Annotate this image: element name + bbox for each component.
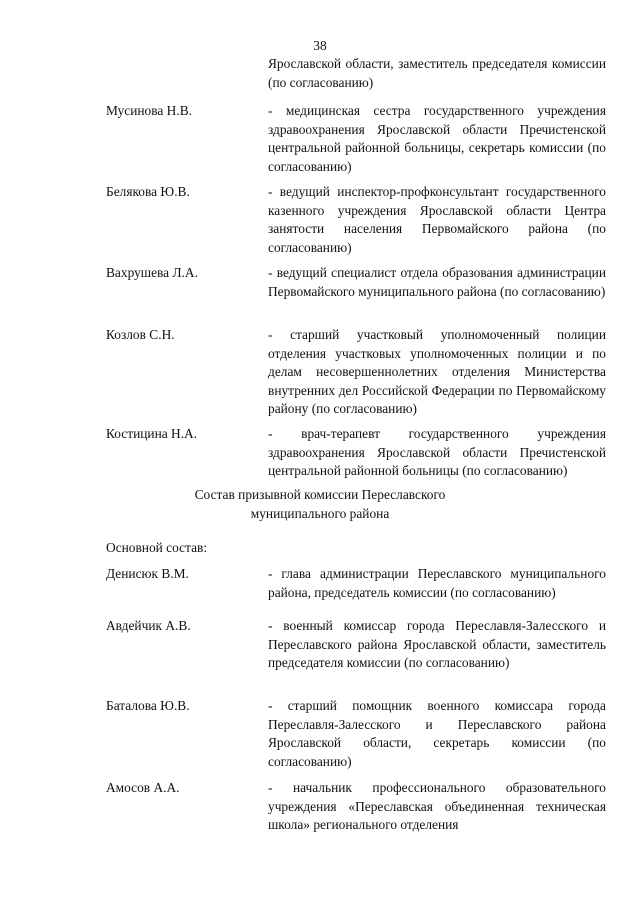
section-title: муниципального района xyxy=(250,506,390,521)
member-name: Мусинова Н.В. xyxy=(106,103,192,118)
member-description: - начальник профессионального образовательного учреждения «Переславская объединенная техническая школа» регионального отделения xyxy=(268,780,606,833)
member-name: Белякова Ю.В. xyxy=(106,184,190,199)
member-description: - глава администрации Переславского муниципального района, председатель комиссии (по согласованию) xyxy=(268,566,606,600)
page-number: 38 xyxy=(313,38,327,53)
member-description: - военный комиссар города Переславля-Залесского и Переславского района Ярославской области, заместитель председателя комиссии (по согласованию) xyxy=(268,618,606,671)
member-description: - ведущий специалист отдела образования администрации Первомайского муниципального района (по согласованию) xyxy=(268,265,606,299)
member-name: Козлов С.Н. xyxy=(106,327,175,342)
member-description: - старший участковый уполномоченный полиции отделения участковых уполномоченных полиции и по делам несовершеннолетних отделения Министерства внутренних дел Российской Федерации по Первомайскому району (по согласованию) xyxy=(268,327,606,417)
member-name: Авдейчик А.В. xyxy=(106,618,191,633)
section-title: Состав призывной комиссии Переславского xyxy=(194,487,446,502)
member-description: - врач-терапевт государственного учреждения здравоохранения Ярославской области Пречистенской центральной районной больницы (по согласованию) xyxy=(268,426,606,479)
member-name: Костицина Н.А. xyxy=(106,426,198,441)
member-name: Вахрушева Л.А. xyxy=(106,265,198,280)
member-description: Ярославской области, заместитель председателя комиссии (по согласованию) xyxy=(268,56,606,90)
member-description: - ведущий инспектор-профконсультант государственного казенного учреждения Ярославской области Центра занятости населения Первомайского района (по согласованию) xyxy=(268,184,606,255)
member-name: Амосов А.А. xyxy=(106,780,180,795)
member-description: - старший помощник военного комиссара города Переславля-Залесского и Переславского района Ярославской области, секретарь комиссии (по согласованию) xyxy=(268,698,606,769)
section-subheading: Основной состав: xyxy=(106,540,208,555)
member-name: Баталова Ю.В. xyxy=(106,698,190,713)
member-description: - медицинская сестра государственного учреждения здравоохранения Ярославской области Пречистенской центральной районной больницы, секретарь комиссии (по согласованию) xyxy=(268,103,606,174)
member-name: Денисюк В.М. xyxy=(106,566,189,581)
